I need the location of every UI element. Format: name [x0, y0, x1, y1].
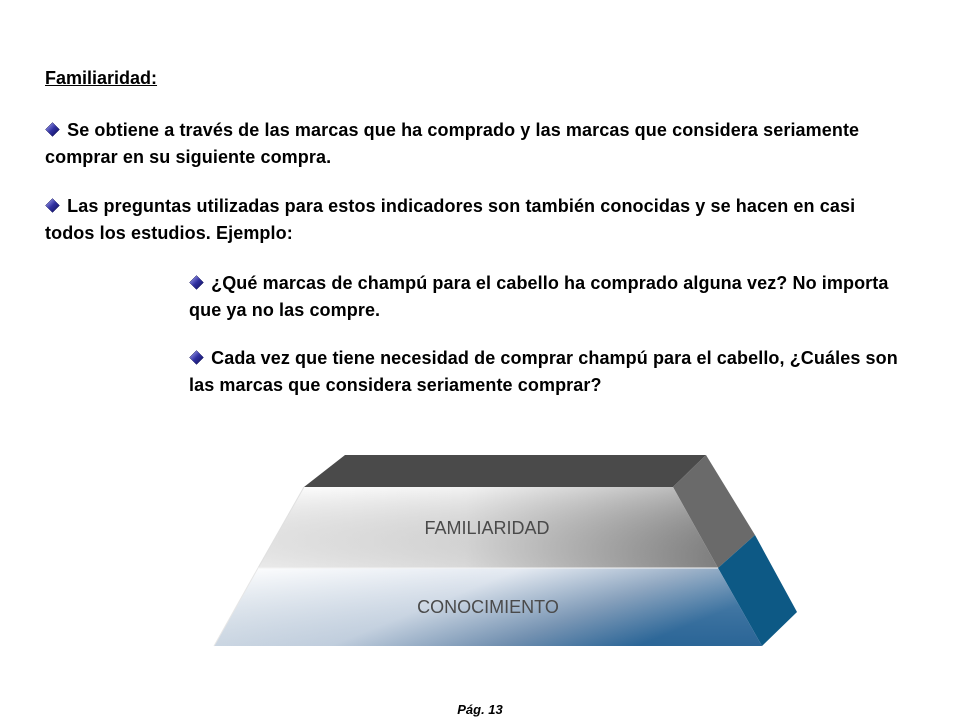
tier-label-conocimiento: CONOCIMIENTO [417, 597, 559, 617]
pyramid-top-face [304, 455, 706, 487]
bullet-text-1: Se obtiene a través de las marcas que ha comprado y las marcas que considera seriamente comprar en su siguiente compra. [45, 120, 860, 167]
section-heading: Familiaridad: [45, 68, 158, 88]
page-number: Pág. 13 [457, 702, 503, 717]
bullet-text-2: Las preguntas utilizadas para estos indicadores son también conocidas y se hacen en casi todos los estudios. Ejemplo: [45, 196, 856, 243]
bullet-text-3: ¿Qué marcas de champú para el cabello ha comprado alguna vez? No importa que ya no las compre. [189, 273, 889, 320]
bullet-text-4: Cada vez que tiene necesidad de comprar champú para el cabello, ¿Cuáles son las marcas que considera seriamente comprar? [189, 348, 898, 395]
tier-label-familiaridad: FAMILIARIDAD [424, 518, 550, 538]
